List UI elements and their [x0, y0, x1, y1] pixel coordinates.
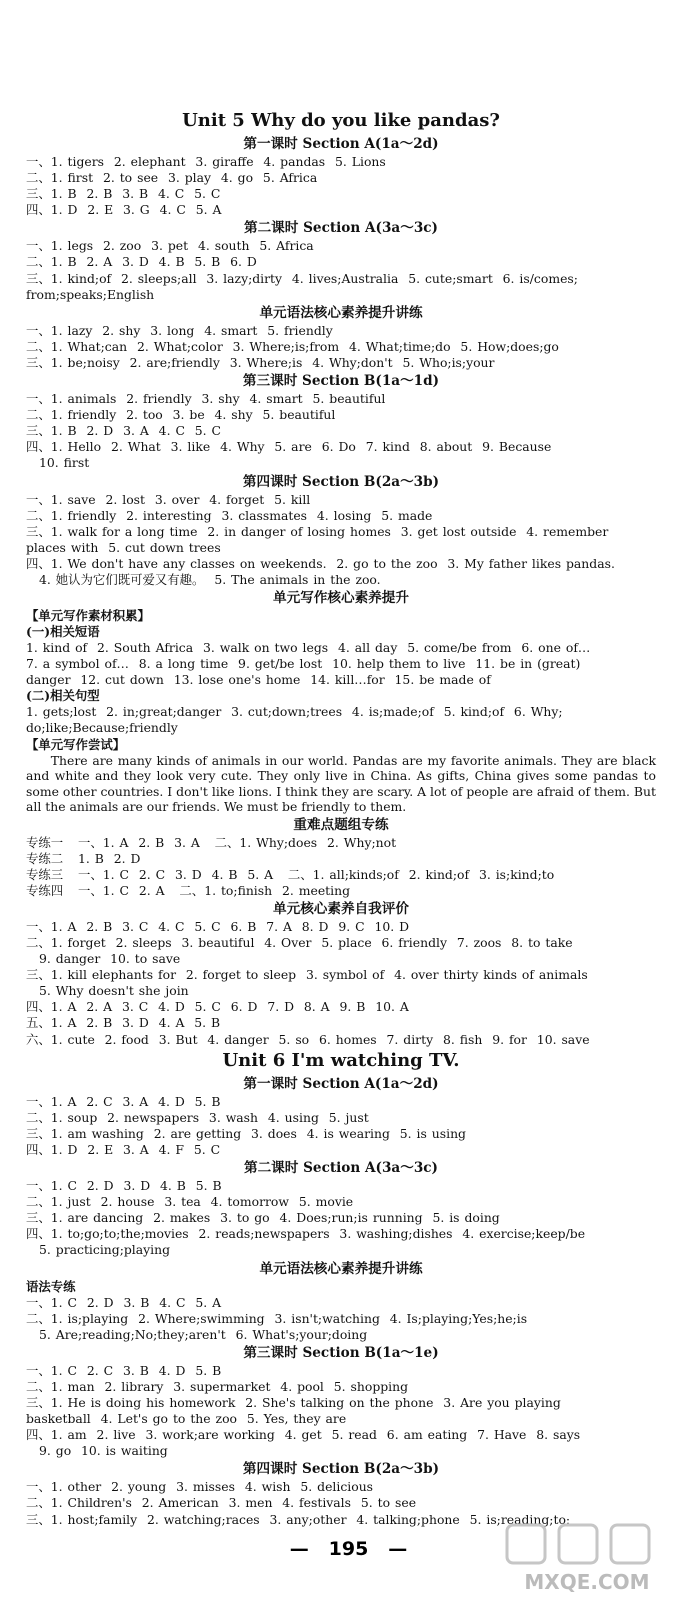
answer-line: 二、1. Children's 2. American 3. men 4. festivals 5. to see — [26, 1495, 417, 1511]
answer-line: 1. kind of 2. South Africa 3. walk on two legs 4. all day 5. come/be from 6. one of… — [26, 640, 591, 656]
watermark-logo — [487, 1521, 687, 1596]
section-title: 单元写作核心素养提升 — [273, 590, 409, 607]
section-title: 单元语法核心素养提升讲练 — [259, 1260, 423, 1277]
answer-page — [26, 108, 656, 1528]
answer-line: 四、1. D 2. E 3. G 4. C 5. A — [26, 202, 222, 218]
answer-line: 二、1. soup 2. newspapers 3. wash 4. using 5. just — [26, 1109, 369, 1125]
answer-line: 三、1. am washing 2. are getting 3. does 4. is wearing 5. is using — [26, 1125, 466, 1141]
section-title: 第三课时 Section B(1a～1e) — [243, 1344, 439, 1361]
answer-line-continued: 5. practicing;playing — [39, 1242, 171, 1258]
answer-line-continued: 5. Why doesn't she join — [39, 983, 189, 999]
watermark-text: MXQE.COM — [524, 1570, 650, 1594]
answer-line: 二、1. just 2. house 3. tea 4. tomorrow 5. movie — [26, 1194, 354, 1210]
section-title: 重难点题组专练 — [293, 816, 389, 833]
answer-line: basketball 4. Let's go to the zoo 5. Yes, they are — [26, 1411, 347, 1427]
answer-line: 三、1. host;family 2. watching;races 3. any;other 4. talking;phone 5. is;reading;to; — [26, 1511, 571, 1527]
answer-line: 二、1. friendly 2. interesting 3. classmates 4. losing 5. made — [26, 507, 433, 523]
section-title: 第一课时 Section A(1a～2d) — [243, 1075, 439, 1092]
answer-line: 一、1. C 2. C 3. B 4. D 5. B — [26, 1362, 222, 1378]
answer-line: 三、1. be;noisy 2. are;friendly 3. Where;is 4. Why;don't 5. Who;is;your — [26, 354, 495, 370]
answer-line: 三、1. B 2. D 3. A 4. C 5. C — [26, 423, 222, 439]
subheading: 【单元写作尝试】 — [26, 736, 126, 752]
subheading: (一)相关短语 — [26, 624, 100, 640]
section-title: 第三课时 Section B(1a～1d) — [242, 373, 440, 390]
answer-line: 六、1. cute 2. food 3. But 4. danger 5. so 6. homes 7. dirty 8. fish 9. for 10. save — [26, 1031, 590, 1047]
answer-line: 三、1. kill elephants for 2. forget to sleep 3. symbol of 4. over thirty kinds of animals — [26, 967, 588, 983]
answer-line-continued: 9. danger 10. to save — [39, 951, 181, 967]
section-title: 第二课时 Section A(3a～3c) — [244, 220, 438, 237]
answer-line: 一、1. legs 2. zoo 3. pet 4. south 5. Africa — [26, 238, 314, 254]
answer-line: 1. gets;lost 2. in;great;danger 3. cut;down;trees 4. is;made;of 5. kind;of 6. Why; — [26, 704, 563, 720]
answer-line: 二、1. B 2. A 3. D 4. B 5. B 6. D — [26, 254, 257, 270]
subheading: (二)相关句型 — [26, 688, 100, 704]
answer-line: 一、1. animals 2. friendly 3. shy 4. smart 5. beautiful — [26, 391, 386, 407]
answer-line: 四、1. D 2. E 3. A 4. F 5. C — [26, 1141, 221, 1157]
answer-line: 二、1. man 2. library 3. supermarket 4. pool 5. shopping — [26, 1378, 409, 1394]
answer-line: 三、1. He is doing his homework 2. She's talking on the phone 3. Are you playing — [26, 1394, 561, 1410]
answer-line: 三、1. B 2. B 3. B 4. C 5. C — [26, 186, 221, 202]
answer-line: 五、1. A 2. B 3. D 4. A 5. B — [26, 1015, 221, 1031]
subheading: 【单元写作素材积累】 — [26, 608, 150, 624]
answer-line-continued: 10. first — [39, 455, 90, 471]
section-title: 单元语法核心素养提升讲练 — [259, 304, 423, 321]
section-title: 第四课时 Section B(2a～3b) — [242, 1461, 440, 1478]
answer-line: 一、1. tigers 2. elephant 3. giraffe 4. pandas 5. Lions — [26, 154, 386, 169]
section-title: 第二课时 Section A(3a～3c) — [244, 1160, 438, 1177]
answer-line: 三、1. walk for a long time 2. in danger of losing homes 3. get lost outside 4. remember — [26, 523, 609, 539]
answer-line: 一、1. C 2. D 3. D 4. B 5. B — [26, 1178, 222, 1194]
answer-line: 二、1. first 2. to see 3. play 4. go 5. Africa — [26, 170, 318, 186]
answer-line: 三、1. kind;of 2. sleeps;all 3. lazy;dirty 4. lives;Australia 5. cute;smart 6. is/comes; — [26, 270, 578, 286]
answer-line-continued: 9. go 10. is waiting — [39, 1443, 168, 1459]
answer-line: 一、1. lazy 2. shy 3. long 4. smart 5. friendly — [26, 322, 333, 338]
answer-line-continued: 4. 她认为它们既可爱又有趣。 5. The animals in the zoo. — [39, 571, 381, 587]
section-title: 第一课时 Section A(1a～2d) — [243, 136, 439, 152]
answer-line: 专练一 一、1. A 2. B 3. A 二、1. Why;does 2. Why;not — [26, 834, 397, 850]
answer-line: 二、1. friendly 2. too 3. be 4. shy 5. beautiful — [26, 407, 336, 423]
answer-line-continued: 5. Are;reading;No;they;aren't 6. What's;your;doing — [39, 1326, 368, 1342]
writing-paragraph: There are many kinds of animals in our world. Pandas are my favorite animals. They are black and white and they look very cute. They only live in China. As gifts, China gives some pandas to some other countries. I don't like lions. I think they are scary. A lot of people are afraid of them. But all the animals are our friends. We must be friendly to them. — [26, 752, 656, 815]
answer-line: 四、1. Hello 2. What 3. like 4. Why 5. are 6. Do 7. kind 8. about 9. Because — [26, 439, 552, 455]
answer-line: 专练二 1. B 2. D — [26, 850, 141, 866]
answer-line: 二、1. is;playing 2. Where;swimming 3. isn't;watching 4. Is;playing;Yes;he;is — [26, 1310, 528, 1326]
answer-line: 一、1. C 2. D 3. B 4. C 5. A — [26, 1294, 222, 1310]
answer-line: 一、1. other 2. young 3. misses 4. wish 5. delicious — [26, 1479, 374, 1495]
answer-line: from;speaks;English — [26, 286, 155, 302]
section-title: 第四课时 Section B(2a～3b) — [242, 473, 440, 490]
answer-line: 四、1. am 2. live 3. work;are working 4. get 5. read 6. am eating 7. Have 8. says — [26, 1427, 581, 1443]
footer-dash-right: — — [388, 1538, 408, 1560]
answer-line: danger 12. cut down 13. lose one's home 14. kill…for 15. be made of — [26, 672, 491, 688]
answer-line: 二、1. forget 2. sleeps 3. beautiful 4. Over 5. place 6. friendly 7. zoos 8. to take — [26, 935, 573, 950]
answer-line: 二、1. What;can 2. What;color 3. Where;is;from 4. What;time;do 5. How;does;go — [26, 338, 559, 354]
answer-line: 四、1. We don't have any classes on weekends. 2. go to the zoo 3. My father likes pandas. — [26, 555, 615, 571]
answer-line: 三、1. are dancing 2. makes 3. to go 4. Does;run;is running 5. is doing — [26, 1210, 500, 1226]
subheading: 语法专练 — [26, 1278, 76, 1294]
answer-line: 四、1. A 2. A 3. C 4. D 5. C 6. D 7. D 8. A 9. B 10. A — [26, 999, 409, 1015]
answer-line: 一、1. save 2. lost 3. over 4. forget 5. kill — [26, 491, 311, 507]
answer-line: 一、1. A 2. B 3. C 4. C 5. C 6. B 7. A 8. D 9. C 10. D — [26, 918, 410, 934]
unit-title: Unit 6 I'm watching TV. — [222, 1049, 460, 1071]
answer-line: 一、1. A 2. C 3. A 4. D 5. B — [26, 1093, 221, 1109]
answer-line: 7. a symbol of… 8. a long time 9. get/be lost 10. help them to live 11. be in (great) — [26, 656, 581, 672]
answer-line: places with 5. cut down trees — [26, 539, 221, 555]
page-number: 195 — [328, 1538, 369, 1560]
answer-line: 四、1. to;go;to;the;movies 2. reads;newspapers 3. washing;dishes 4. exercise;keep/be — [26, 1226, 586, 1242]
section-title: 单元核心素养自我评价 — [273, 900, 409, 917]
unit-title: Unit 5 Why do you like pandas? — [182, 110, 500, 131]
footer-dash-left: — — [289, 1538, 309, 1560]
answer-line: do;like;Because;friendly — [26, 720, 178, 736]
answer-line: 专练四 一、1. C 2. A 二、1. to;finish 2. meeting — [26, 882, 351, 898]
answer-line: 专练三 一、1. C 2. C 3. D 4. B 5. A 二、1. all;kinds;of 2. kind;of 3. is;kind;to — [26, 866, 555, 882]
